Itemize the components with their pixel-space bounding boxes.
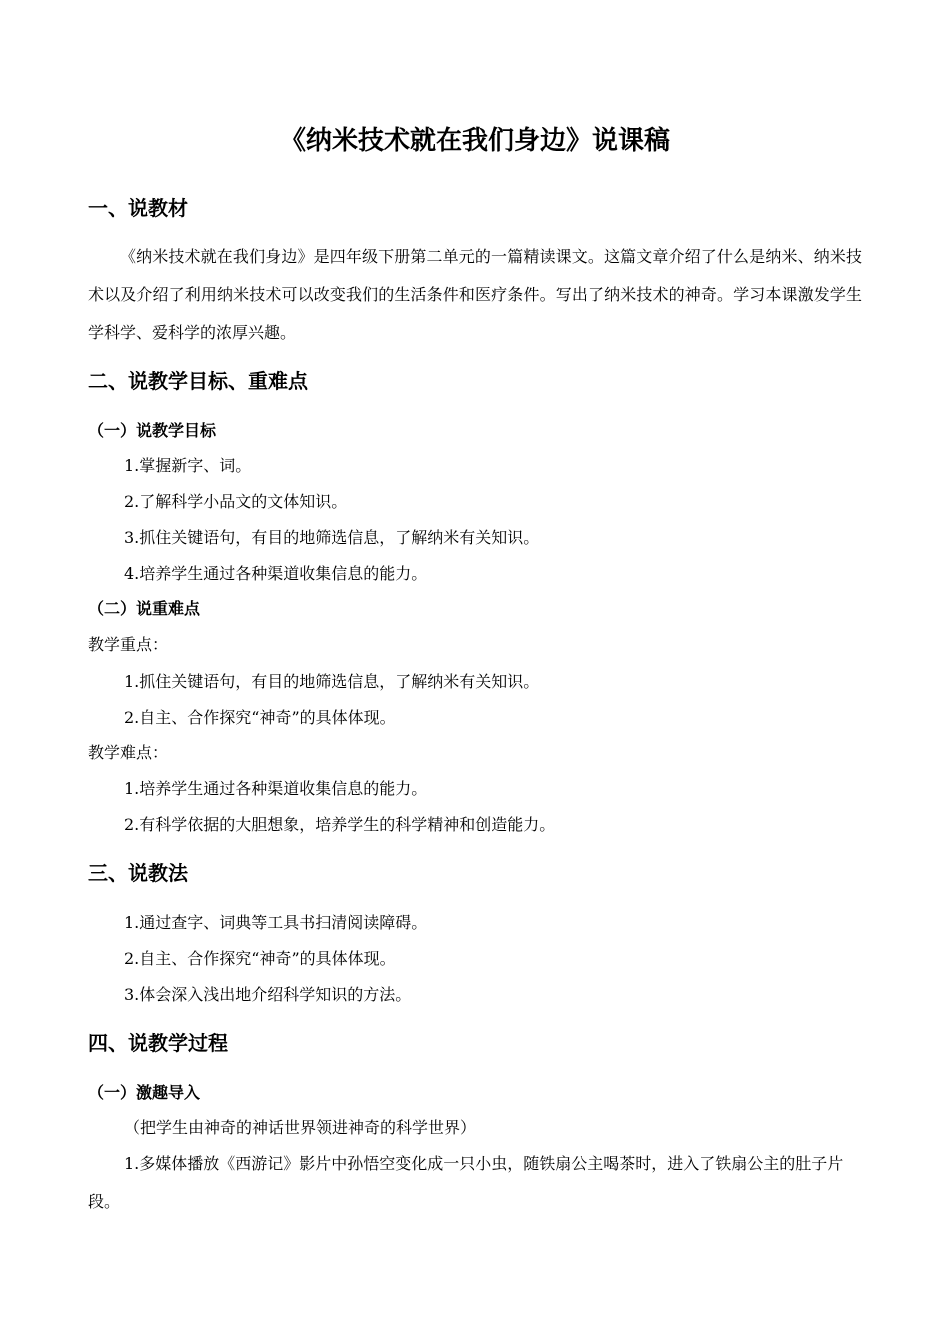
intro-step: 1.多媒体播放《西游记》影片中孙悟空变化成一只小虫，随铁扇公主喝茶时，进入了铁扇公主的肚子片段。 [88, 1154, 844, 1211]
difficulties-label: 教学难点： [88, 743, 169, 762]
key-points-label: 教学重点： [88, 635, 169, 654]
section-heading-1: 一、说教材 [88, 196, 188, 220]
difficulty-item: 1.培养学生通过各种渠道收集信息的能力。 [124, 779, 428, 798]
key-point-item: 1.抓住关键语句，有目的地筛选信息，了解纳米有关知识。 [124, 672, 540, 691]
goal-item: 1.掌握新字、词。 [124, 456, 252, 475]
section-heading-4: 四、说教学过程 [88, 1031, 228, 1055]
method-item: 3.体会深入浅出地介绍科学知识的方法。 [124, 985, 412, 1004]
subheading-intro: （一）激趣导入 [88, 1083, 201, 1102]
subheading-key-points: （二）说重难点 [88, 599, 201, 618]
section-heading-2: 二、说教学目标、重难点 [88, 369, 308, 393]
difficulty-item: 2.有科学依据的大胆想象，培养学生的科学精神和创造能力。 [124, 815, 556, 834]
intro-note: （把学生由神奇的神话世界领进神奇的科学世界） [124, 1118, 477, 1137]
goal-item: 4.培养学生通过各种渠道收集信息的能力。 [124, 564, 428, 583]
goal-item: 2.了解科学小品文的文体知识。 [124, 492, 348, 511]
goal-item: 3.抓住关键语句，有目的地筛选信息，了解纳米有关知识。 [124, 528, 540, 547]
method-item: 1.通过查字、词典等工具书扫清阅读障碍。 [124, 913, 428, 932]
document-title: 《纳米技术就在我们身边》说课稿 [279, 126, 670, 156]
section-heading-3: 三、说教法 [88, 861, 188, 885]
section-1-paragraph: 《纳米技术就在我们身边》是四年级下册第二单元的一篇精读课文。这篇文章介绍了什么是纳米、纳米技术以及介绍了利用纳米技术可以改变我们的生活条件和医疗条件。写出了纳米技术的神奇。学习本课激发学生学科学、爱科学的浓厚兴趣。 [88, 247, 862, 342]
key-point-item: 2.自主、合作探究“神奇”的具体体现。 [124, 708, 396, 727]
subheading-teaching-goals: （一）说教学目标 [88, 421, 217, 440]
method-item: 2.自主、合作探究“神奇”的具体体现。 [124, 949, 396, 968]
